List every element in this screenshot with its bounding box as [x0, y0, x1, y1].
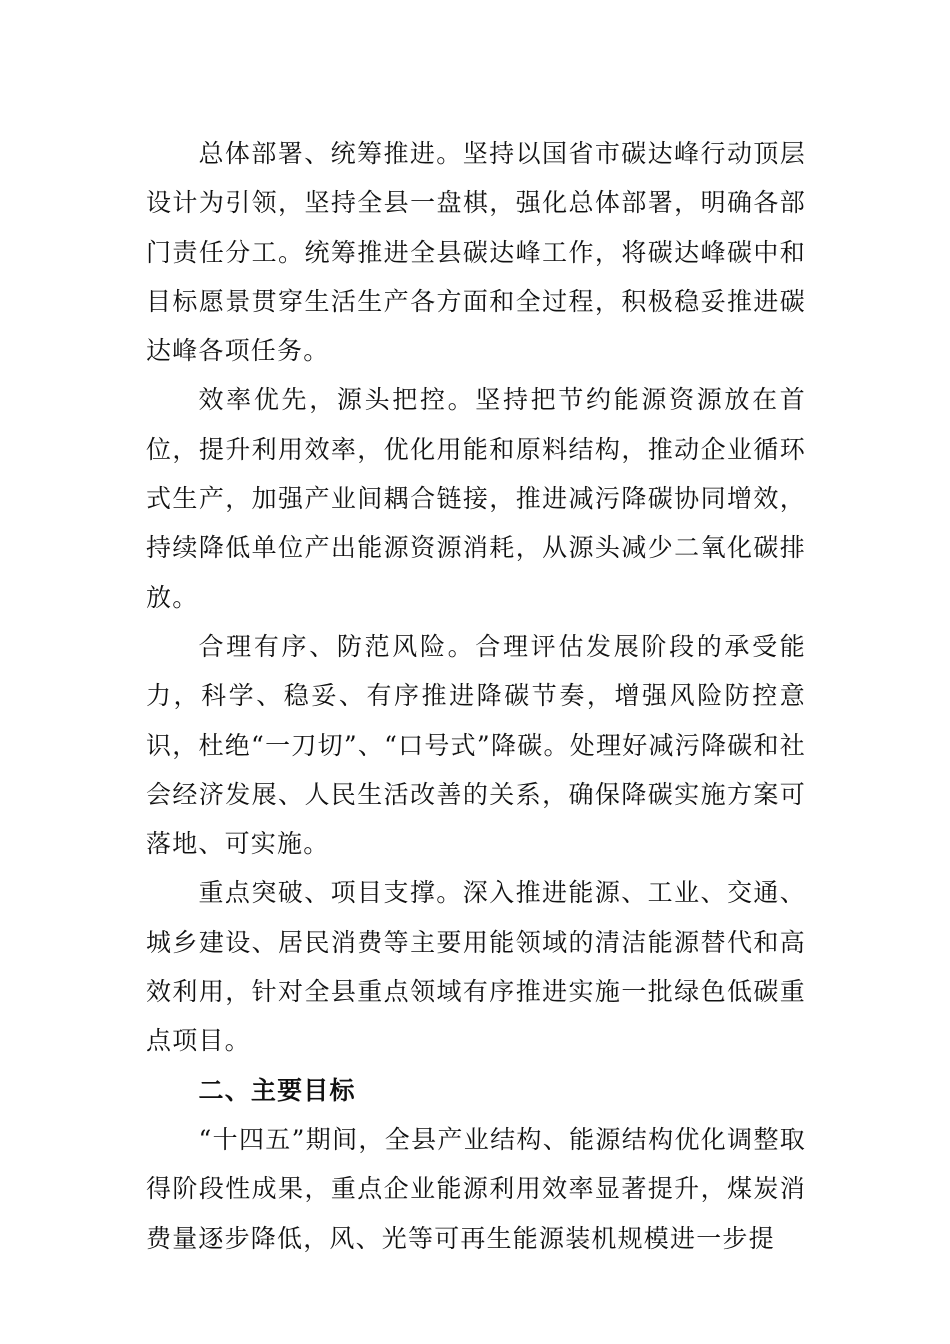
paragraph-efficiency-first: 效率优先，源头把控。坚持把节约能源资源放在首位，提升利用效率，优化用能和原料结构，推动企业循环式生产，加强产业间耦合链接，推进减污降碳协同增效，持续降低单位产出能源资源消耗，从源头减少二氧化碳排放。	[146, 385, 806, 612]
paragraph-orderly-risk-prevention: 合理有序、防范风险。合理评估发展阶段的承受能力，科学、稳妥、有序推进降碳节奏，增强风险防控意识，杜绝“一刀切”、“口号式”降碳。处理好减污降碳和社会经济发展、人民生活改善的关系，确保降碳实施方案可落地、可实施。	[146, 631, 806, 859]
paragraph-key-breakthroughs: 重点突破、项目支撑。深入推进能源、工业、交通、城乡建设、居民消费等主要用能领域的清洁能源替代和高效利用，针对全县重点领域有序推进实施一批绿色低碳重点项目。	[146, 878, 806, 1056]
document-body	[146, 129, 806, 1263]
section-heading-main-goals: 二、主要目标	[198, 1075, 356, 1105]
paragraph-overall-deployment: 总体部署、统筹推进。坚持以国省市碳达峰行动顶层设计为引领，坚持全县一盘棋，强化总体部署，明确各部门责任分工。统筹推进全县碳达峰工作，将碳达峰碳中和目标愿景贯穿生活生产各方面和全过程，积极稳妥推进碳达峰各项任务。	[146, 139, 806, 366]
paragraph-main-goals: “十四五”期间，全县产业结构、能源结构优化调整取得阶段性成果，重点企业能源利用效率显著提升，煤炭消费量逐步降低，风、光等可再生能源装机规模进一步提	[146, 1124, 806, 1253]
